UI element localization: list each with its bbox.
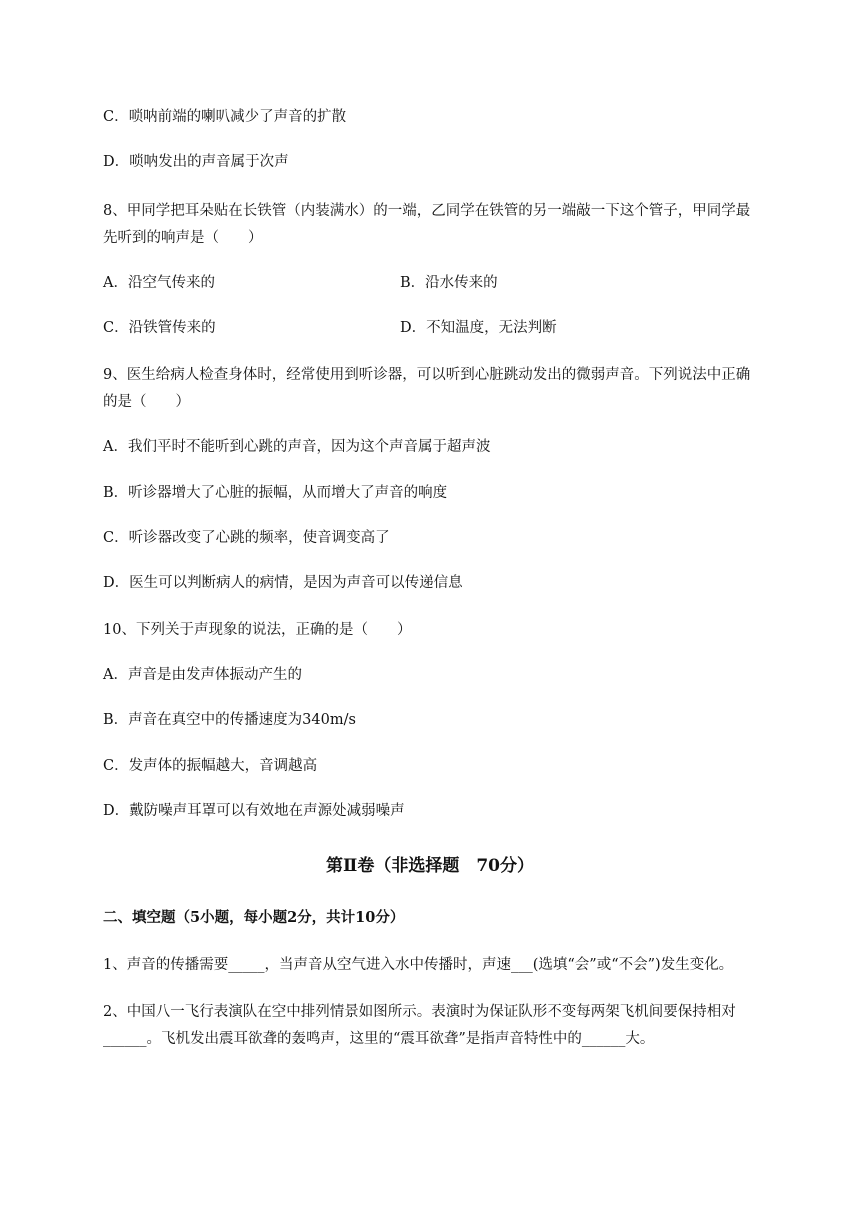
q7-option-c: C．唢呐前端的喇叭减少了声音的扩散 — [103, 109, 347, 125]
q8-option-a: A．沿空气传来的 — [103, 275, 215, 291]
q8-option-d: D．不知温度，无法判断 — [400, 320, 557, 336]
q10-option-a: A．声音是由发声体振动产生的 — [103, 667, 302, 683]
q10-option-c: C．发声体的振幅越大，音调越高 — [103, 758, 318, 774]
part2-title: 第Ⅱ卷（非选择题 70分） — [326, 856, 534, 876]
q9-option-c: C．听诊器改变了心跳的频率，使音调变高了 — [103, 530, 390, 546]
q9-stem-line2: 的是（ ） — [103, 394, 190, 410]
q8-stem-line1: 8、甲同学把耳朵贴在长铁管（内装满水）的一端，乙同学在铁管的另一端敲一下这个管子，甲同学最 — [103, 203, 751, 219]
q8-stem-line2: 先听到的响声是（ ） — [103, 230, 263, 246]
q10-stem: 10、下列关于声现象的说法，正确的是（ ） — [103, 622, 412, 638]
fill2-stem-line2: ______。飞机发出震耳欲聋的轰鸣声，这里的“震耳欲聋”是指声音特性中的______大。 — [103, 1031, 655, 1047]
q9-stem-line1: 9、医生给病人检查身体时，经常使用到听诊器，可以听到心脏跳动发出的微弱声音。下列说法中正确 — [103, 367, 751, 383]
q8-option-c: C．沿铁管传来的 — [103, 320, 216, 336]
q9-option-b: B．听诊器增大了心脏的振幅，从而增大了声音的响度 — [103, 485, 448, 501]
fill-in-section-heading: 二、填空题（5小题，每小题2分，共计10分） — [103, 909, 405, 926]
fill2-stem-line1: 2、中国八一飞行表演队在空中排列情景如图所示。表演时为保证队形不变每两架飞机间要保持相对 — [103, 1004, 736, 1020]
q9-option-a: A．我们平时不能听到心跳的声音，因为这个声音属于超声波 — [103, 439, 491, 455]
q8-option-b: B．沿水传来的 — [400, 275, 498, 291]
q9-option-d: D．医生可以判断病人的病情，是因为声音可以传递信息 — [103, 575, 463, 591]
q7-option-d: D．唢呐发出的声音属于次声 — [103, 154, 289, 170]
q10-option-d: D．戴防噪声耳罩可以有效地在声源处减弱噪声 — [103, 803, 405, 819]
q10-option-b: B．声音在真空中的传播速度为340m/s — [103, 712, 356, 728]
fill1-stem: 1、声音的传播需要_____，当声音从空气进入水中传播时，声速___(选填“会”或“不会”)发生变化。 — [103, 957, 734, 973]
